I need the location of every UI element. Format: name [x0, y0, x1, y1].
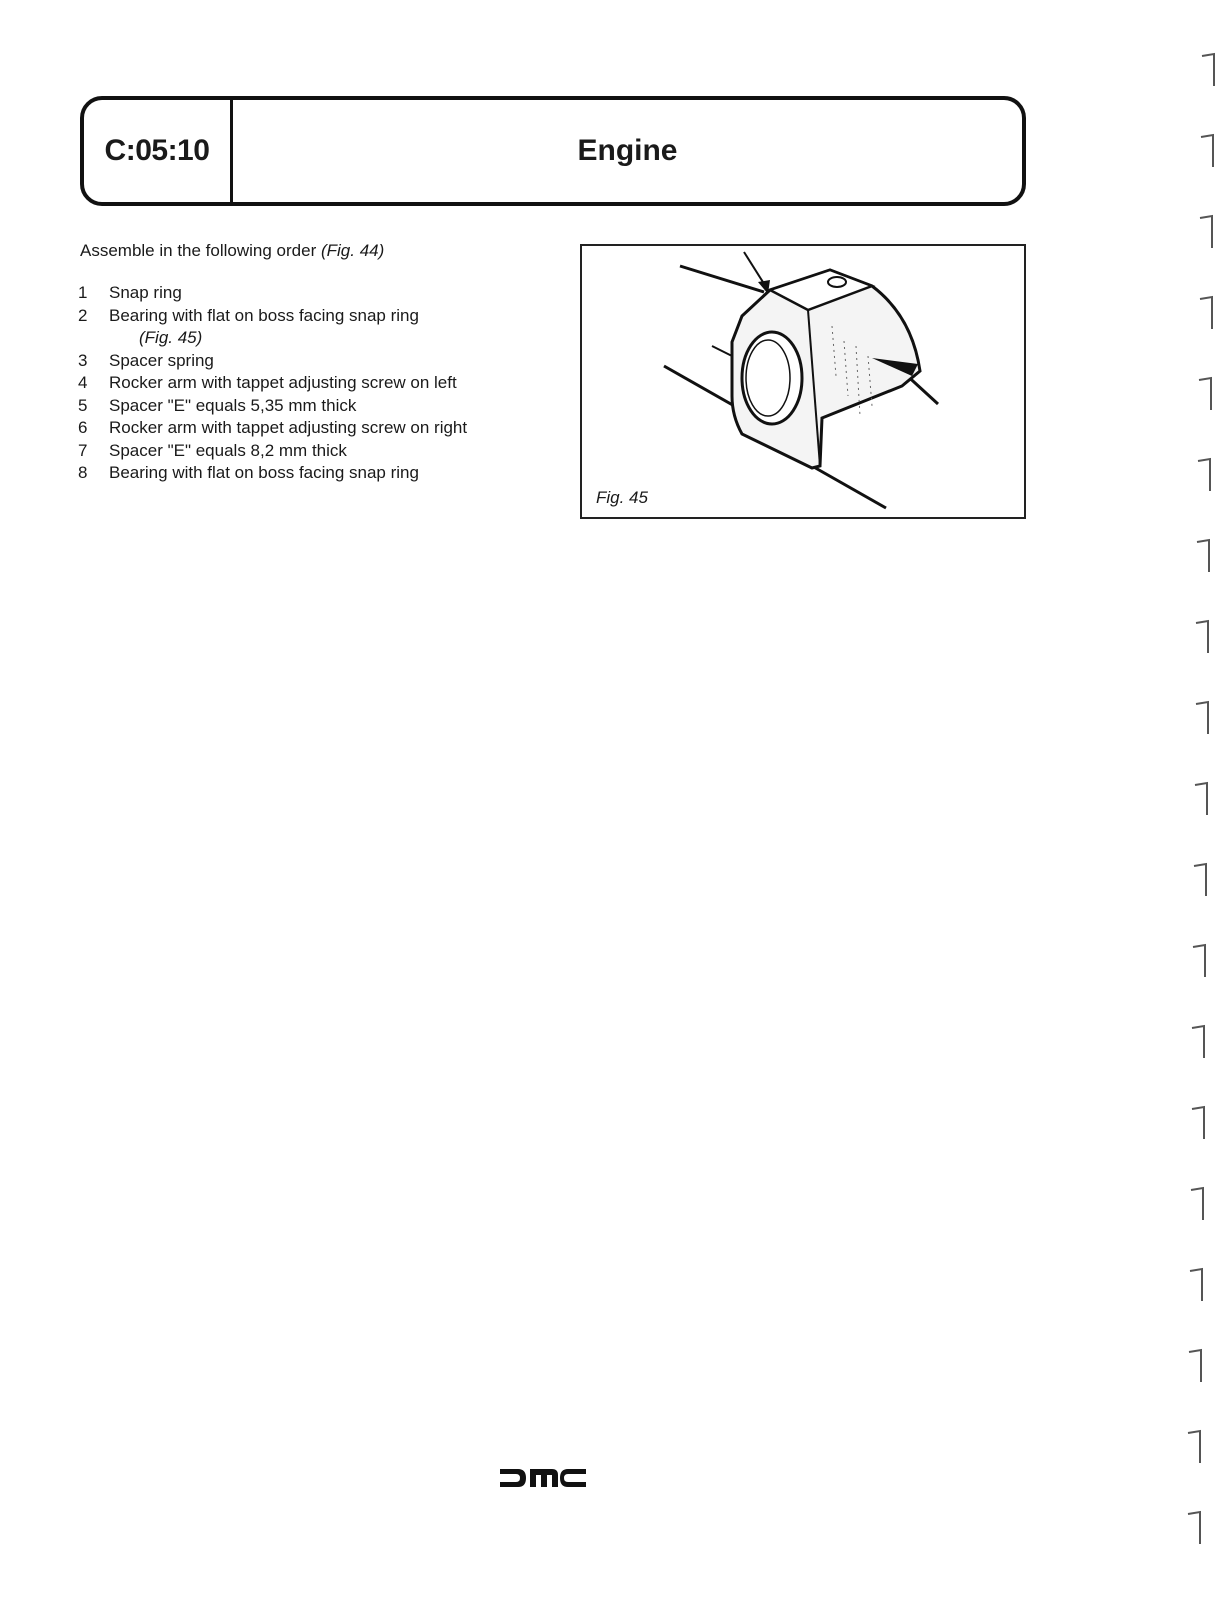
- list-item: [78, 282, 548, 305]
- binding-mark: [1193, 945, 1205, 977]
- binding-mark: [1190, 1269, 1202, 1301]
- step-text: Snap ring: [109, 283, 182, 302]
- step-number: 6: [78, 418, 88, 437]
- list-item: [78, 462, 548, 485]
- bearing-illustration: [582, 246, 1024, 517]
- step-text: Rocker arm with tappet adjusting screw on right: [109, 418, 468, 437]
- step-text: Spacer "E" equals 5,35 mm thick: [109, 395, 357, 415]
- binding-mark: [1196, 702, 1208, 734]
- binding-holes: [1148, 40, 1228, 1580]
- binding-mark: [1199, 378, 1211, 410]
- section-header: [80, 96, 1026, 206]
- step-text: Spacer spring: [109, 350, 214, 370]
- list-item: [78, 417, 548, 440]
- page-title: Engine: [577, 134, 678, 167]
- step-text: Bearing with flat on boss facing snap ring: [109, 305, 419, 325]
- binding-mark: [1197, 540, 1209, 572]
- step-text: Rocker arm with tappet adjusting screw on left: [109, 373, 457, 392]
- dmc-logo: [498, 1466, 588, 1495]
- list-item: [78, 305, 548, 350]
- binding-mark: [1188, 1512, 1200, 1544]
- binding-mark: [1192, 1026, 1204, 1058]
- dmc-logo-mark: [498, 1466, 588, 1490]
- bearing-bore: [742, 332, 802, 424]
- binding-marks-svg: [1148, 40, 1228, 1580]
- list-item: [78, 440, 548, 463]
- binding-mark: [1191, 1188, 1203, 1220]
- assembly-steps-list: [78, 282, 548, 485]
- step-number: 5: [78, 395, 88, 415]
- step-number: 7: [78, 440, 88, 460]
- binding-mark: [1196, 621, 1208, 653]
- pointer-line: [680, 266, 764, 292]
- binding-mark: [1201, 135, 1213, 167]
- section-code: C:05:10: [104, 134, 210, 167]
- step-number: 3: [78, 350, 88, 370]
- oil-hole: [828, 277, 846, 287]
- list-item: [78, 395, 548, 418]
- binding-mark: [1195, 783, 1207, 815]
- binding-mark: [1198, 459, 1210, 491]
- step-text-block: [109, 305, 548, 350]
- intro-text: [80, 241, 384, 261]
- binding-mark: [1189, 1350, 1201, 1382]
- list-item: [78, 372, 548, 395]
- intro-fig-ref: (Fig. 44): [320, 241, 385, 260]
- step-number: 8: [78, 463, 88, 482]
- step-number: 1: [78, 283, 88, 302]
- step-number: 2: [78, 305, 88, 325]
- binding-mark: [1200, 216, 1212, 248]
- figure-caption: Fig. 45: [596, 488, 648, 507]
- step-text: Spacer "E" equals 8,2 mm thick: [109, 440, 347, 460]
- binding-mark: [1194, 864, 1206, 896]
- binding-mark: [1188, 1431, 1200, 1463]
- binding-mark: [1202, 54, 1214, 86]
- figure-45: [580, 244, 1026, 519]
- list-item: [78, 350, 548, 373]
- binding-mark: [1200, 297, 1212, 329]
- step-text: Bearing with flat on boss facing snap ring: [109, 463, 419, 482]
- intro-label: Assemble in the following order: [80, 241, 317, 260]
- binding-mark: [1192, 1107, 1204, 1139]
- shaft-line: [812, 466, 886, 508]
- step-number: 4: [78, 373, 88, 392]
- step-fig-ref: (Fig. 45): [139, 328, 203, 347]
